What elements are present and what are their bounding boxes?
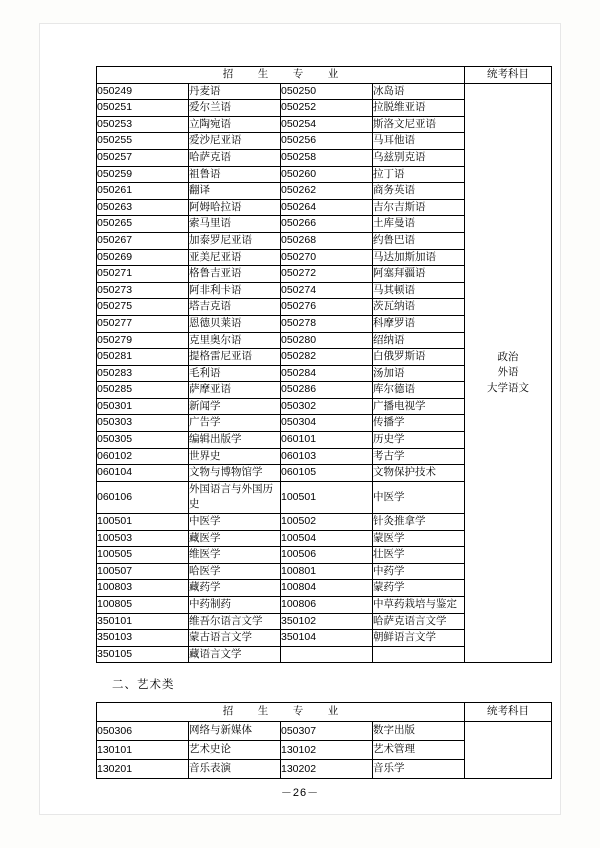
major-code: 100501 bbox=[281, 481, 373, 513]
major-name: 艺术史论 bbox=[189, 741, 281, 760]
majors-table bbox=[96, 66, 552, 663]
major-name: 壮医学 bbox=[373, 547, 465, 564]
major-name: 广播电视学 bbox=[373, 398, 465, 415]
art-table-header-row bbox=[97, 703, 552, 722]
major-code: 350102 bbox=[281, 613, 373, 630]
major-name: 藏药学 bbox=[189, 580, 281, 597]
major-code: 050253 bbox=[97, 116, 189, 133]
major-code: 050301 bbox=[97, 398, 189, 415]
major-code: 100806 bbox=[281, 597, 373, 614]
major-code: 130102 bbox=[281, 741, 373, 760]
major-code: 050255 bbox=[97, 133, 189, 150]
major-name: 传播学 bbox=[373, 415, 465, 432]
major-code: 050262 bbox=[281, 183, 373, 200]
major-code: 060102 bbox=[97, 448, 189, 465]
major-code: 100803 bbox=[97, 580, 189, 597]
major-code: 050259 bbox=[97, 166, 189, 183]
major-code: 050282 bbox=[281, 349, 373, 366]
major-code: 350104 bbox=[281, 630, 373, 647]
major-name: 哈萨克语 bbox=[189, 149, 281, 166]
major-code: 050277 bbox=[97, 315, 189, 332]
major-code: 050271 bbox=[97, 266, 189, 283]
header-exam-cell: 统考科目 bbox=[465, 67, 552, 84]
major-name: 历史学 bbox=[373, 432, 465, 449]
major-name: 藏医学 bbox=[189, 530, 281, 547]
major-name: 格鲁吉亚语 bbox=[189, 266, 281, 283]
major-code: 050307 bbox=[281, 722, 373, 741]
major-name bbox=[373, 646, 465, 663]
major-name: 艺术管理 bbox=[373, 741, 465, 760]
major-code: 050270 bbox=[281, 249, 373, 266]
major-name: 编辑出版学 bbox=[189, 432, 281, 449]
major-code: 050261 bbox=[97, 183, 189, 200]
exam-subject-chinese: 大学语文 bbox=[487, 382, 529, 394]
major-code: 100505 bbox=[97, 547, 189, 564]
major-code: 100801 bbox=[281, 563, 373, 580]
major-code: 050281 bbox=[97, 349, 189, 366]
major-name: 外国语言与外国历史 bbox=[189, 481, 281, 513]
major-name: 马其顿语 bbox=[373, 282, 465, 299]
major-code: 100504 bbox=[281, 530, 373, 547]
major-name: 网络与新媒体 bbox=[189, 722, 281, 741]
major-name: 蒙古语言文学 bbox=[189, 630, 281, 647]
major-code: 350105 bbox=[97, 646, 189, 663]
major-name: 新闻学 bbox=[189, 398, 281, 415]
exam-subjects-cell bbox=[465, 83, 552, 663]
major-name: 蒙医学 bbox=[373, 530, 465, 547]
major-code: 130101 bbox=[97, 741, 189, 760]
major-name: 中医学 bbox=[373, 481, 465, 513]
major-name: 中草药栽培与鉴定 bbox=[373, 597, 465, 614]
major-code: 050258 bbox=[281, 149, 373, 166]
major-code: 050250 bbox=[281, 83, 373, 100]
major-code: 060106 bbox=[97, 481, 189, 513]
major-code: 100503 bbox=[97, 530, 189, 547]
major-code: 350103 bbox=[97, 630, 189, 647]
major-name: 蒙药学 bbox=[373, 580, 465, 597]
major-name: 考古学 bbox=[373, 448, 465, 465]
major-name: 加泰罗尼亚语 bbox=[189, 232, 281, 249]
major-name: 拉丁语 bbox=[373, 166, 465, 183]
major-name: 萨摩亚语 bbox=[189, 382, 281, 399]
major-name: 马达加斯加语 bbox=[373, 249, 465, 266]
major-name: 广告学 bbox=[189, 415, 281, 432]
major-code: 100804 bbox=[281, 580, 373, 597]
major-name: 立陶宛语 bbox=[189, 116, 281, 133]
major-code: 050251 bbox=[97, 100, 189, 117]
major-name: 阿塞拜疆语 bbox=[373, 266, 465, 283]
major-code: 050266 bbox=[281, 216, 373, 233]
major-name: 提格雷尼亚语 bbox=[189, 349, 281, 366]
major-code: 100506 bbox=[281, 547, 373, 564]
major-name: 爱尔兰语 bbox=[189, 100, 281, 117]
major-name: 丹麦语 bbox=[189, 83, 281, 100]
major-name: 针灸推拿学 bbox=[373, 514, 465, 531]
major-name: 音乐学 bbox=[373, 760, 465, 779]
major-code: 050303 bbox=[97, 415, 189, 432]
major-code: 050272 bbox=[281, 266, 373, 283]
major-name: 乌兹别克语 bbox=[373, 149, 465, 166]
major-name: 茨瓦纳语 bbox=[373, 299, 465, 316]
major-code: 050260 bbox=[281, 166, 373, 183]
major-name: 恩德贝莱语 bbox=[189, 315, 281, 332]
major-code: 050304 bbox=[281, 415, 373, 432]
major-name: 约鲁巴语 bbox=[373, 232, 465, 249]
major-code: 100507 bbox=[97, 563, 189, 580]
major-code: 050254 bbox=[281, 116, 373, 133]
header-major-cell: 招 生 专 业 bbox=[97, 67, 465, 84]
major-name: 阿姆哈拉语 bbox=[189, 199, 281, 216]
major-name: 绍纳语 bbox=[373, 332, 465, 349]
major-code: 060103 bbox=[281, 448, 373, 465]
exam-subject-foreign-language: 外语 bbox=[497, 367, 519, 379]
major-code: 050278 bbox=[281, 315, 373, 332]
major-name: 中药制药 bbox=[189, 597, 281, 614]
art-majors-table bbox=[96, 702, 552, 779]
major-name: 维医学 bbox=[189, 547, 281, 564]
art-exam-subjects-cell bbox=[465, 722, 552, 779]
major-code: 100501 bbox=[97, 514, 189, 531]
major-name: 阿非利卡语 bbox=[189, 282, 281, 299]
major-name: 白俄罗斯语 bbox=[373, 349, 465, 366]
table-row bbox=[97, 722, 552, 741]
major-name: 克里奥尔语 bbox=[189, 332, 281, 349]
major-code: 060105 bbox=[281, 465, 373, 482]
major-name: 毛利语 bbox=[189, 365, 281, 382]
major-code: 050274 bbox=[281, 282, 373, 299]
major-name: 哈医学 bbox=[189, 563, 281, 580]
major-code: 050285 bbox=[97, 382, 189, 399]
major-name: 文物与博物馆学 bbox=[189, 465, 281, 482]
major-name: 世界史 bbox=[189, 448, 281, 465]
major-name: 拉脱维亚语 bbox=[373, 100, 465, 117]
major-name: 亚美尼亚语 bbox=[189, 249, 281, 266]
majors-table-body bbox=[97, 67, 552, 663]
major-name: 维吾尔语言文学 bbox=[189, 613, 281, 630]
major-name: 文物保护技术 bbox=[373, 465, 465, 482]
major-name: 祖鲁语 bbox=[189, 166, 281, 183]
major-code: 100502 bbox=[281, 514, 373, 531]
major-code: 050273 bbox=[97, 282, 189, 299]
major-name: 翻译 bbox=[189, 183, 281, 200]
major-code: 050305 bbox=[97, 432, 189, 449]
major-name: 中药学 bbox=[373, 563, 465, 580]
major-name: 马耳他语 bbox=[373, 133, 465, 150]
major-code: 050249 bbox=[97, 83, 189, 100]
major-code: 050256 bbox=[281, 133, 373, 150]
major-name: 汤加语 bbox=[373, 365, 465, 382]
major-code: 050257 bbox=[97, 149, 189, 166]
major-code: 350101 bbox=[97, 613, 189, 630]
major-code: 050283 bbox=[97, 365, 189, 382]
major-name: 藏语言文学 bbox=[189, 646, 281, 663]
major-name: 数字出版 bbox=[373, 722, 465, 741]
major-code: 100805 bbox=[97, 597, 189, 614]
major-code: 050269 bbox=[97, 249, 189, 266]
major-name: 朝鲜语言文学 bbox=[373, 630, 465, 647]
major-code: 050263 bbox=[97, 199, 189, 216]
major-code: 050276 bbox=[281, 299, 373, 316]
major-name: 中医学 bbox=[189, 514, 281, 531]
major-name: 吉尔吉斯语 bbox=[373, 199, 465, 216]
major-code: 130201 bbox=[97, 760, 189, 779]
art-header-exam-cell: 统考科目 bbox=[465, 703, 552, 722]
major-code: 060104 bbox=[97, 465, 189, 482]
major-name: 塔吉克语 bbox=[189, 299, 281, 316]
major-name: 索马里语 bbox=[189, 216, 281, 233]
major-name: 爱沙尼亚语 bbox=[189, 133, 281, 150]
art-majors-table-body bbox=[97, 703, 552, 779]
major-code: 130202 bbox=[281, 760, 373, 779]
major-code: 050286 bbox=[281, 382, 373, 399]
major-name: 音乐表演 bbox=[189, 760, 281, 779]
major-code: 050275 bbox=[97, 299, 189, 316]
art-header-major-cell: 招 生 专 业 bbox=[97, 703, 465, 722]
major-code: 050264 bbox=[281, 199, 373, 216]
major-name: 科摩罗语 bbox=[373, 315, 465, 332]
major-code: 050280 bbox=[281, 332, 373, 349]
major-code bbox=[281, 646, 373, 663]
major-name: 斯洛文尼亚语 bbox=[373, 116, 465, 133]
major-name: 哈萨克语言文学 bbox=[373, 613, 465, 630]
table-row bbox=[97, 83, 552, 100]
major-code: 050267 bbox=[97, 232, 189, 249]
major-name: 土库曼语 bbox=[373, 216, 465, 233]
art-section-title: 二、艺术类 bbox=[112, 679, 175, 691]
major-code: 050306 bbox=[97, 722, 189, 741]
page-number: －26－ bbox=[280, 787, 320, 799]
major-code: 050302 bbox=[281, 398, 373, 415]
major-code: 050252 bbox=[281, 100, 373, 117]
major-code: 050279 bbox=[97, 332, 189, 349]
major-code: 060101 bbox=[281, 432, 373, 449]
exam-subject-politics: 政治 bbox=[497, 351, 519, 363]
table-header-row bbox=[97, 67, 552, 84]
major-name: 商务英语 bbox=[373, 183, 465, 200]
major-code: 050265 bbox=[97, 216, 189, 233]
major-code: 050284 bbox=[281, 365, 373, 382]
major-name: 冰岛语 bbox=[373, 83, 465, 100]
major-code: 050268 bbox=[281, 232, 373, 249]
major-name: 库尔德语 bbox=[373, 382, 465, 399]
